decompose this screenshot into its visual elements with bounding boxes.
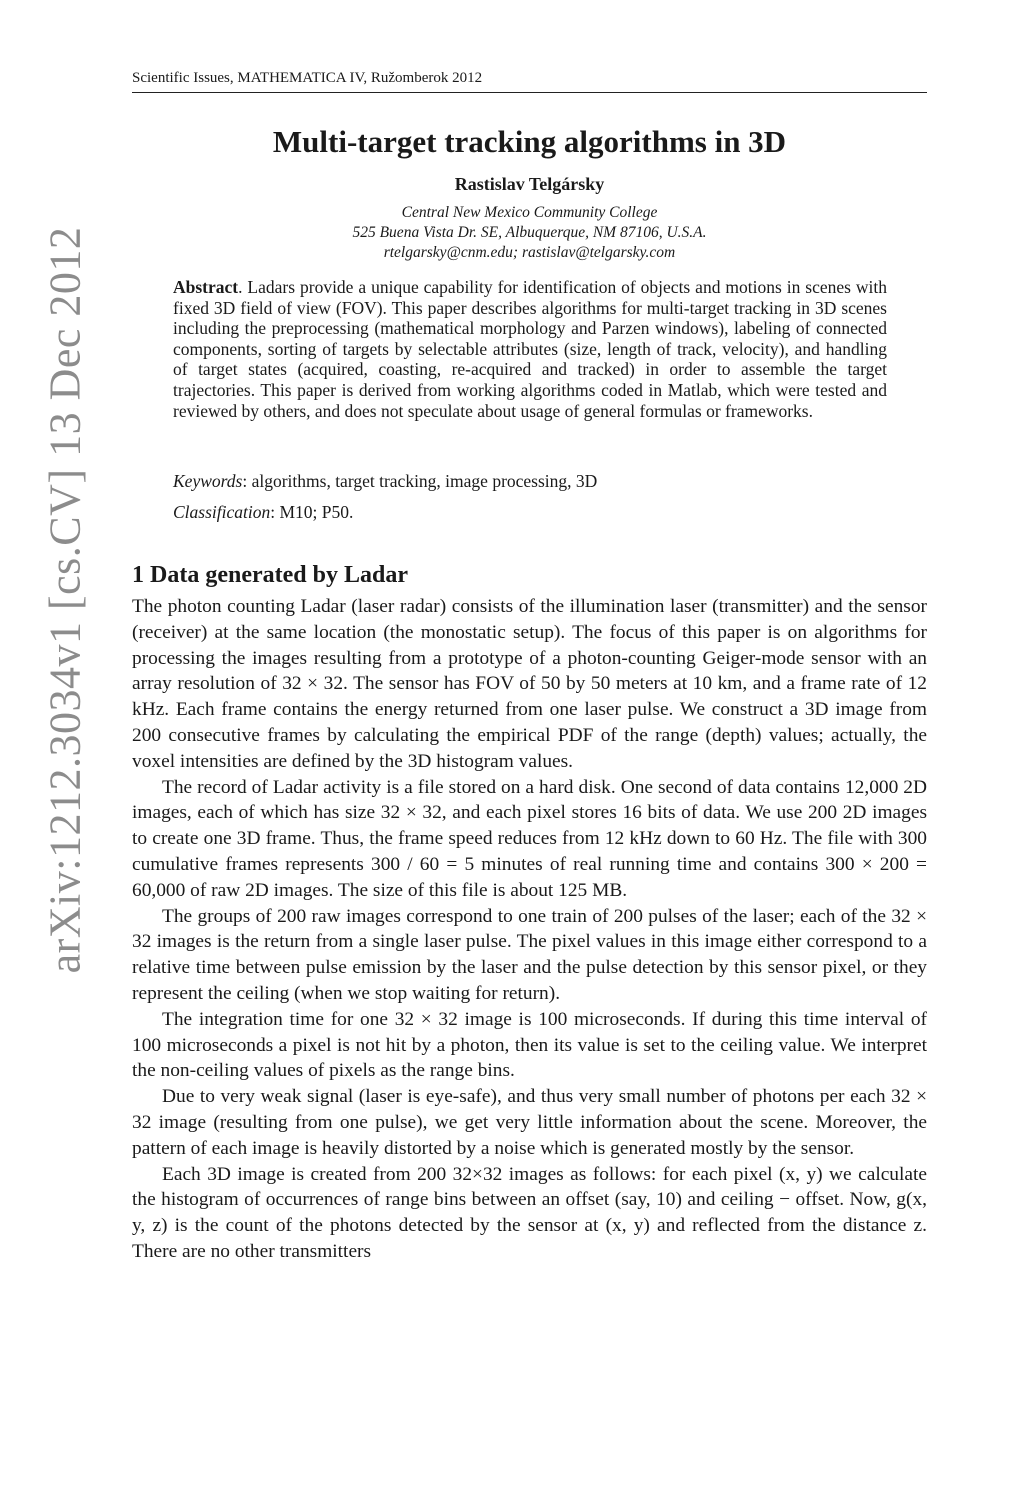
paragraph: The record of Ladar activity is a file stored on a hard disk. One second of data contains 12,000 2D images, each of which has size 32 × 32, and each pixel stores 16 bits of data. We use 200 2D images to create one 3D frame. Thus, the frame speed reduces from 12 kHz down to 60 Hz. The file with 300 cumulative frames represents 300 / 60 = 5 minutes of real running time and contains 300 × 200 = 60,000 of raw 2D images. The size of this file is about 125 MB. (132, 776, 927, 901)
keywords (173, 471, 887, 492)
author-name: Rastislav Telgársky (454, 174, 605, 194)
paragraph: The integration time for one 32 × 32 image is 100 microseconds. If during this time interval of 100 microseconds a pixel is not hit by a photon, then its value is set to the ceiling value. We interpret the non-ceiling values of pixels as the range bins. (132, 1008, 927, 1082)
section-heading: 1 Data generated by Ladar (132, 562, 408, 588)
paragraph: The photon counting Ladar (laser radar) consists of the illumination laser (transmitter) and the sensor (receiver) at the same location (the monostatic setup). The focus of this paper is on algorithms for processing the images resulting from a prototype of a photon-counting Geiger-mode sensor with an array resolution of 32 × 32. The sensor has FOV of 50 by 50 meters at 10 km, and a frame rate of 12 kHz. Each frame contains the energy returned from one laser pulse. We construct a 3D image from 200 consecutive frames by calculating the empirical PDF of the range (depth) values; actually, the voxel intensities are defined by the 3D histogram values. (132, 596, 927, 772)
keywords-label: Keywords (173, 471, 243, 491)
paragraph: Each 3D image is created from 200 32×32 images as follows: for each pixel (x, y) we calculate the histogram of occurrences of range bins between an offset (say, 10) and ceiling − offset. Now, g(x, y, z) is the count of the photons detected by the sensor at (x, y) and reflected from the distance z. There are no other transmitters (132, 1163, 927, 1262)
paragraph: The groups of 200 raw images correspond to one train of 200 pulses of the laser; each of the 32 × 32 images is the return from a single laser pulse. The pixel values in this image either correspond to a relative time between pulse emission by the laser and the pulse detection by this sensor pixel, or they represent the ceiling (when we stop waiting for return). (132, 905, 927, 1004)
running-header: Scientific Issues, MATHEMATICA IV, Ružomberok 2012 (132, 70, 927, 93)
classification-label: Classification (173, 502, 271, 522)
paper-title: Multi-target tracking algorithms in 3D (272, 124, 787, 159)
abstract-text: . Ladars provide a unique capability for identification of objects and motions in scenes with fixed 3D field of view (FOV). This paper describes algorithms for multi-target tracking in 3D scenes including the preprocessing (mathematical morphology and Parzen windows), labeling of connected components, sorting of targets by selectable attributes (size, length of track, velocity), and handling of target states (acquired, coasting, re-acquired and tracked) in order to assemble the target trajectories. This paper is derived from working algorithms coded in Matlab, which were tested and reviewed by others, and does not speculate about usage of general formulas or frameworks. (173, 277, 887, 421)
affiliation-address: 525 Buena Vista Dr. SE, Albuquerque, NM 87106, U.S.A. (352, 224, 707, 241)
abstract-label: Abstract (173, 277, 239, 297)
classification-text: : M10; P50. (270, 502, 354, 522)
affiliation-email: rtelgarsky@cnm.edu; rastislav@telgarsky.com (383, 244, 676, 261)
abstract (173, 277, 887, 421)
paragraph: Due to very weak signal (laser is eye-safe), and thus very small number of photons per each 32 × 32 image (resulting from one pulse), we get very little information about the scene. Moreover, the pattern of each image is heavily distorted by a noise which is generated mostly by the sensor. (132, 1086, 927, 1159)
affiliation-institution: Central New Mexico Community College (401, 204, 658, 221)
arxiv-identifier-text: arXiv:1212.3034v1 [cs.CV] 13 Dec 2012 (40, 226, 90, 974)
arxiv-identifier-stamp (40, 220, 90, 980)
author-affiliation (132, 203, 927, 263)
keywords-text: : algorithms, target tracking, image processing, 3D (242, 471, 598, 491)
section-body (132, 594, 927, 1265)
classification (173, 502, 887, 523)
